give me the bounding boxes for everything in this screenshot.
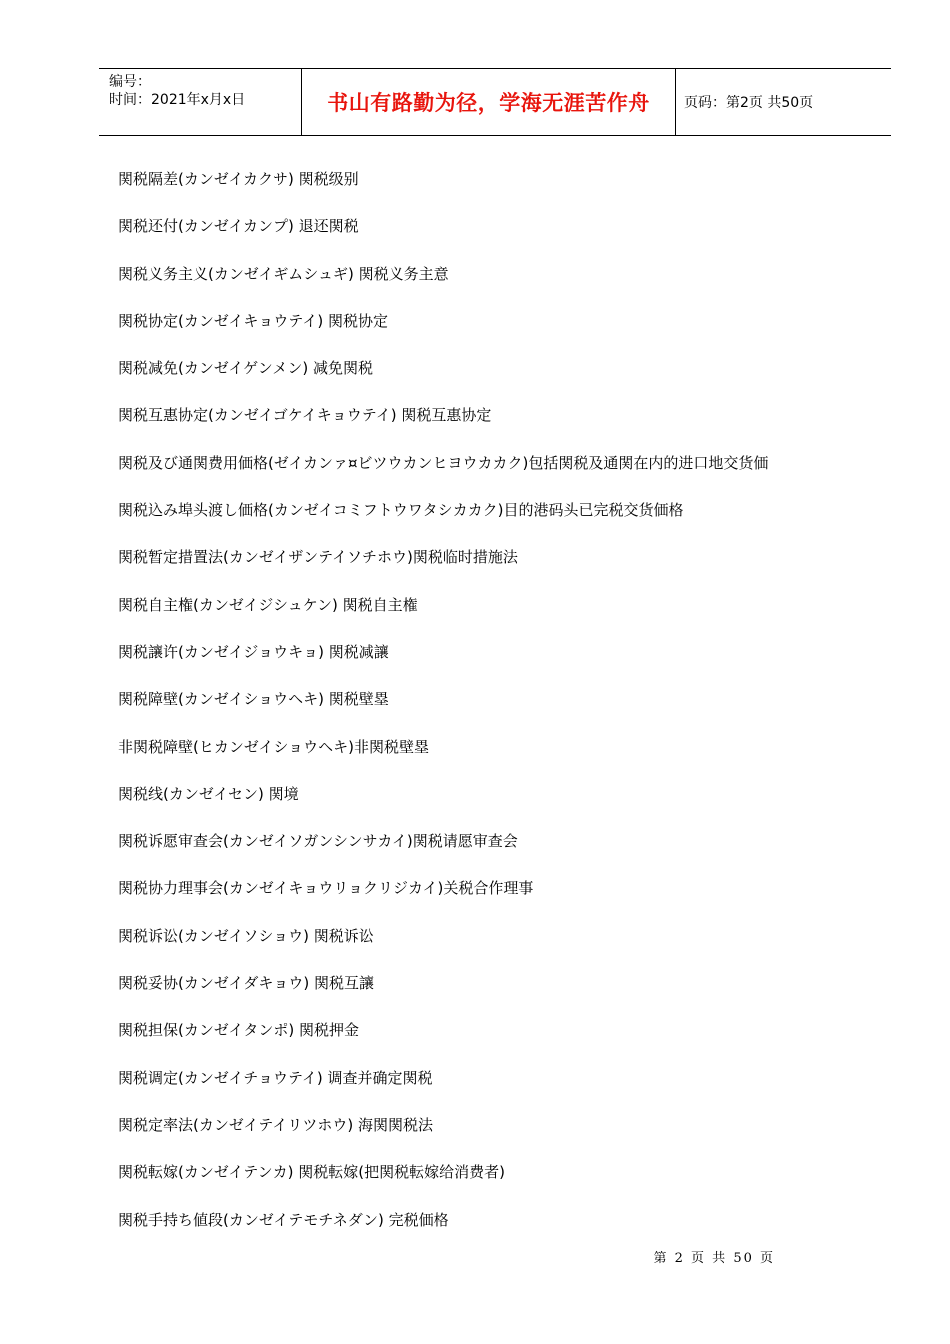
glossary-entry: 関税义务主义(カンゼイギムシュギ) 関税义务主意 bbox=[118, 264, 449, 283]
glossary-entry: 関税线(カンゼイセン) 関境 bbox=[118, 784, 299, 803]
glossary-entry: 非関税障壁(ヒカンゼイショウヘキ)非関税壁塁 bbox=[118, 737, 429, 756]
glossary-entry: 関税転嫁(カンゼイテンカ) 関税転嫁(把関税転嫁给消费者) bbox=[118, 1163, 505, 1182]
glossary-entry: 関税込み埠头渡し価格(カンゼイコミフトウワタシカカク)目的港码头已完税交货価格 bbox=[118, 501, 684, 520]
glossary-entry: 関税自主権(カンゼイジシュケン) 関税自主権 bbox=[118, 595, 418, 614]
document-time-label: 时间：2021年x月x日 bbox=[109, 92, 246, 108]
glossary-entry: 関税调定(カンゼイチョウテイ) 调查并确定関税 bbox=[118, 1068, 433, 1087]
glossary-entry: 関税妥协(カンゼイダキョウ) 関税互讓 bbox=[118, 974, 375, 993]
header-meta bbox=[99, 69, 302, 135]
glossary-entry: 関税担保(カンゼイタンポ) 関税押金 bbox=[118, 1021, 360, 1040]
glossary-entry: 関税及び通関费用価格(ゼイカンァ¤ビツウカンヒヨウカカク)包括関税及通関在内的进口地交货価 bbox=[118, 453, 769, 472]
header-motto: 书山有路勤为径，学海无涯苦作舟 bbox=[302, 69, 676, 135]
glossary-entry: 関税手持ち値段(カンゼイテモチネダン) 完税価格 bbox=[118, 1210, 449, 1229]
glossary-list bbox=[118, 168, 878, 1256]
glossary-entry: 関税隔差(カンゼイカクサ) 関税级别 bbox=[118, 170, 359, 188]
page-header bbox=[99, 68, 891, 136]
glossary-entry: 関税协定(カンゼイキョウテイ) 関税协定 bbox=[118, 311, 388, 330]
page-footer-number: 第 2 页 共 50 页 bbox=[653, 1251, 775, 1266]
glossary-entry: 関税互惠协定(カンゼイゴケイキョウテイ) 関税互惠协定 bbox=[118, 406, 492, 425]
glossary-entry: 関税讓许(カンゼイジョウキョ) 関税减讓 bbox=[118, 642, 389, 661]
glossary-entry: 関税减免(カンゼイゲンメン) 减免関税 bbox=[118, 359, 373, 378]
document-number-label: 编号： bbox=[109, 74, 151, 90]
glossary-entry: 関税障壁(カンゼイショウヘキ) 関税壁塁 bbox=[118, 690, 389, 709]
glossary-entry: 関税暂定措置法(カンゼイザンテイソチホウ)関税临时措施法 bbox=[118, 548, 518, 567]
glossary-entry: 関税还付(カンゼイカンプ) 退还関税 bbox=[118, 217, 359, 236]
glossary-entry: 関税诉讼(カンゼイソショウ) 関税诉讼 bbox=[118, 926, 374, 945]
glossary-entry: 関税诉愿审查会(カンゼイソガンシンサカイ)関税请愿审查会 bbox=[118, 832, 518, 851]
glossary-entry: 関税协力理事会(カンゼイキョウリョクリジカイ)关税合作理事 bbox=[118, 879, 534, 898]
header-page-label: 页码：第2页 共50页 bbox=[684, 95, 814, 111]
glossary-entry: 関税定率法(カンゼイテイリツホウ) 海関関税法 bbox=[118, 1115, 433, 1134]
